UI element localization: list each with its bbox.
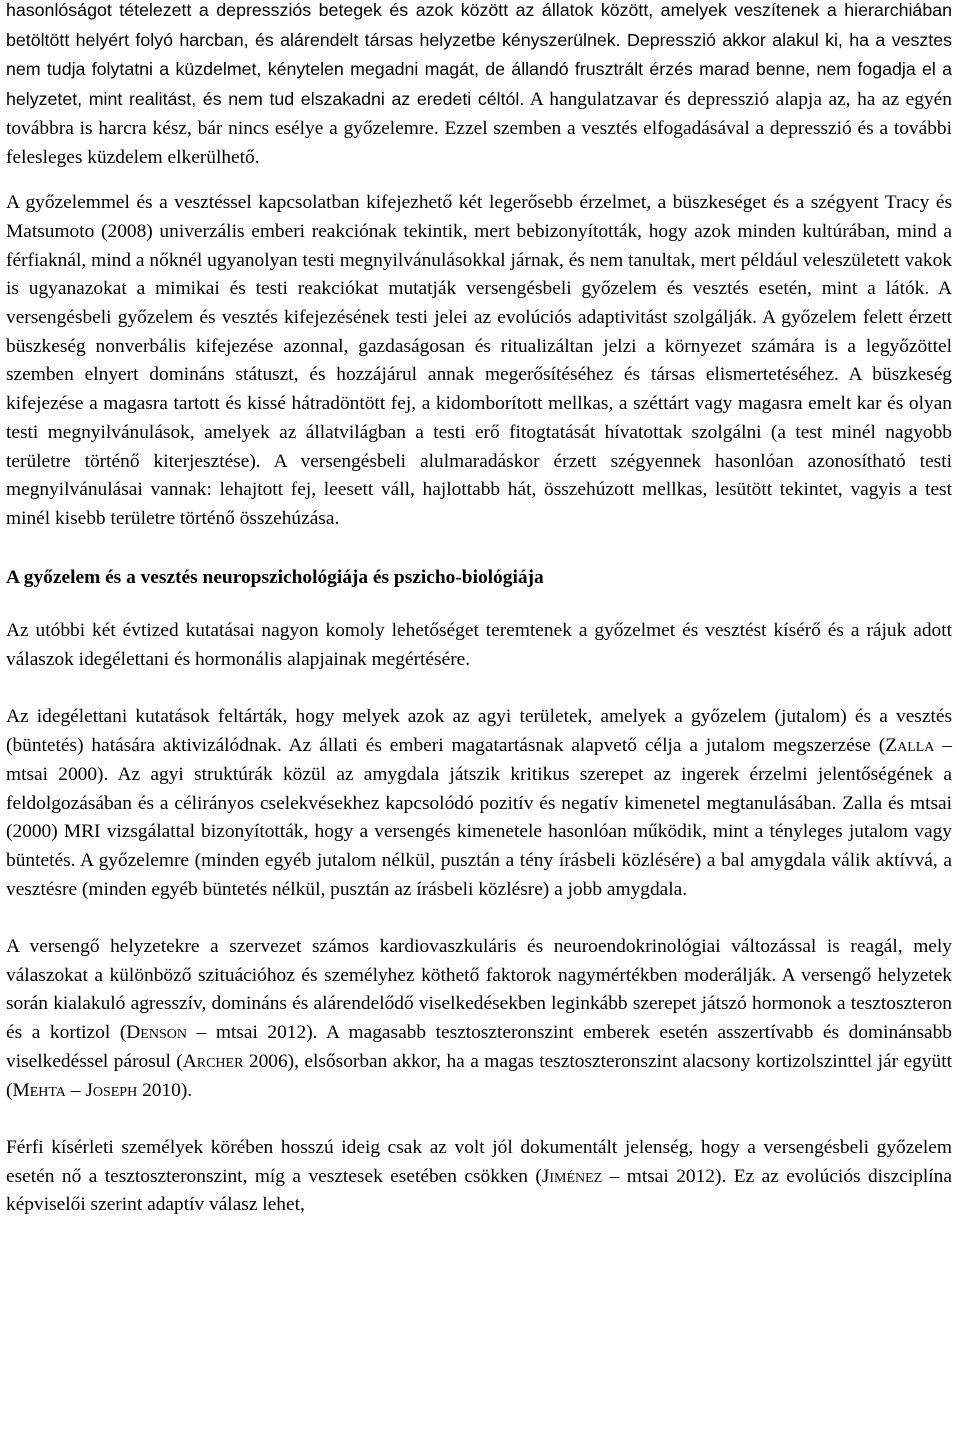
text-segment: 2010). (137, 1079, 193, 1101)
paragraph-testosterone-competition (6, 1134, 952, 1220)
paragraph-text-serif: A hangulatzavar és depresszió alapja az, ha az egyén továbbra is harcra kész, bár nincs esélye a győzelemre. Ezzel szemben a vesztés elfogadásával a depresszió és a további felesleges küzdelem elkerülhető. (6, 89, 952, 168)
citation-author: Jiménez (541, 1165, 603, 1187)
citation-author: Denson (126, 1022, 187, 1044)
text-segment: – mtsai 2000). Az agyi struktúrák közül az amygdala játszik kritikus szerepet az ingerek érzelmi jelentőségének a feldolgozásában és a célirányos cselekvésekhez kapcsolódó pozitív és negatív kimenetel megtanulásában. Zalla és mtsai (2000) MRI vizsgálattal bizonyították, hogy a versengés kimenetele hasonlóan működik, mint a tényleges jutalom vagy büntetés. A győzelemre (minden egyéb jutalom nélkül, pusztán a tény írásbeli közlésére) a bal amygdala válik aktívvá, a vesztésre (minden egyéb büntetés nélkül, pusztán az írásbeli közlésre) a jobb amygdala. (6, 735, 952, 900)
paragraph-amygdala (6, 703, 952, 904)
paragraph-research-intro: Az utóbbi két évtized kutatásai nagyon komoly lehetőséget teremtenek a győzelmet és vesztést kísérő és a rájuk adott válaszok idegélettani és hormonális alapjainak megértésére. (6, 620, 952, 671)
text-segment: A versengő helyzetekre a szervezet számos kardiovaszkuláris és neuroendokrinológiai változással is reagál, mely válaszokat a különböző szituációhoz és személyhez köthető faktorok nagymértékben moderálják. A versengő helyzetek során kialakuló agresszív, domináns és alárendelődő viselkedésekben leginkább szerepet játszó hormonok a tesztoszteron és a kortizol ( (6, 936, 952, 1044)
text-segment: – mtsai 2012). A magasabb tesztoszteronszint emberek esetén asszertívabb és dominánsabb viselkedéssel párosul ( (6, 1022, 952, 1072)
text-segment: 2006), elsősorban akkor, ha a magas tesztoszteronszint alacsony kortizolszinttel jár együtt ( (6, 1050, 952, 1101)
text-segment: Az idegélettani kutatások feltárták, hogy melyek azok az agyi területek, amelyek a győzelem (jutalom) és a vesztés (büntetés) hatására aktivizálódnak. Az állati és emberi magatartásnak alapvető célja a jutalom megszerzése ( (6, 706, 952, 757)
citation-author: Mehta (12, 1079, 66, 1101)
text-segment: – mtsai 2012). Ez az evolúciós diszciplína képviselői szerint adaptív válasz lehet, (6, 1165, 952, 1216)
text-segment: Férfi kísérleti személyek körében hosszú ideig csak az volt jól dokumentált jelenség, hogy a versengésbeli győzelem esetén nő a tesztoszteronszint, míg a vesztesek esetében csökken ( (6, 1136, 952, 1187)
citation-author: Zalla (885, 735, 935, 757)
paragraph-text-sans: hasonlóságot tételezett a depressziós betegek és azok között az állatok között, amelyek veszítenek a hierarchiában betöltött helyért folyó harcban, és alárendelt társas helyzetbe kényszerülnek. Depresszió akkor alakul ki, ha a vesztes nem tudja folytatni a küzdelmet, kénytelen megadni magát, de állandó frusztrált érzés marad benne, nem fogadja el a helyzetet, mint realitást, és nem tud elszakadni az eredeti céltól. (6, 0, 952, 110)
citation-author: Joseph (85, 1079, 138, 1101)
paragraph-hormones (6, 933, 952, 1105)
text-segment: – (65, 1079, 86, 1101)
paragraph-depression-hierarchy (6, 0, 952, 172)
citation-author: Archer (182, 1050, 244, 1072)
document-page (6, 0, 952, 1220)
paragraph-pride-shame: A győzelemmel és a vesztéssel kapcsolatban kifejezhető két legerősebb érzelmet, a büszkeséget és a szégyent Tracy és Matsumoto (2008) univerzális emberi reakciónak tekintik, mert bebizonyították, hogy azok minden kultúrában, mind a férfiaknál, mind a nőknél ugyanolyan testi megnyilvánulásokkal járnak, és nem tanultak, mert például veleszületett vakok is ugyanazokat a mimikai és testi reakciókat mutatják versengésbeli győzelem és vesztés esetén, mint a látók. A versengésbeli győzelem és vesztés kifejezésének testi jelei az evolúciós adaptivitást szolgálják. A győzelem felett érzett büszkeség nonverbális kifejezése azonnal, gazdaságosan és ritualizáltan jelzi a környezet számára is a legyőzöttel szemben elnyert domináns státuszt, és hozzájárul annak megerősítéséhez és társas elismertetéséhez. A büszkeség kifejezése a magasra tartott és kissé hátradöntött fej, a kidomborított mellkas, a széttárt vagy magasra emelt kar és olyan testi megnyilvánulások, amelyek az állatvilágban a testi erő fitogtatását hívatottak szolgálni (a test minél nagyobb területre történő kiterjesztése). A versengésbeli alulmaradáskor érzett szégyennek hasonlóan azonosítható testi megnyilvánulásai vannak: lehajtott fej, leesett váll, hajlottabb hát, összehúzott mellkas, lesütött tekintet, vagyis a test minél kisebb területre történő összehúzása. (6, 192, 952, 529)
section-heading: A győzelem és a vesztés neuropszichológiája és pszicho-biológiája (6, 566, 544, 588)
